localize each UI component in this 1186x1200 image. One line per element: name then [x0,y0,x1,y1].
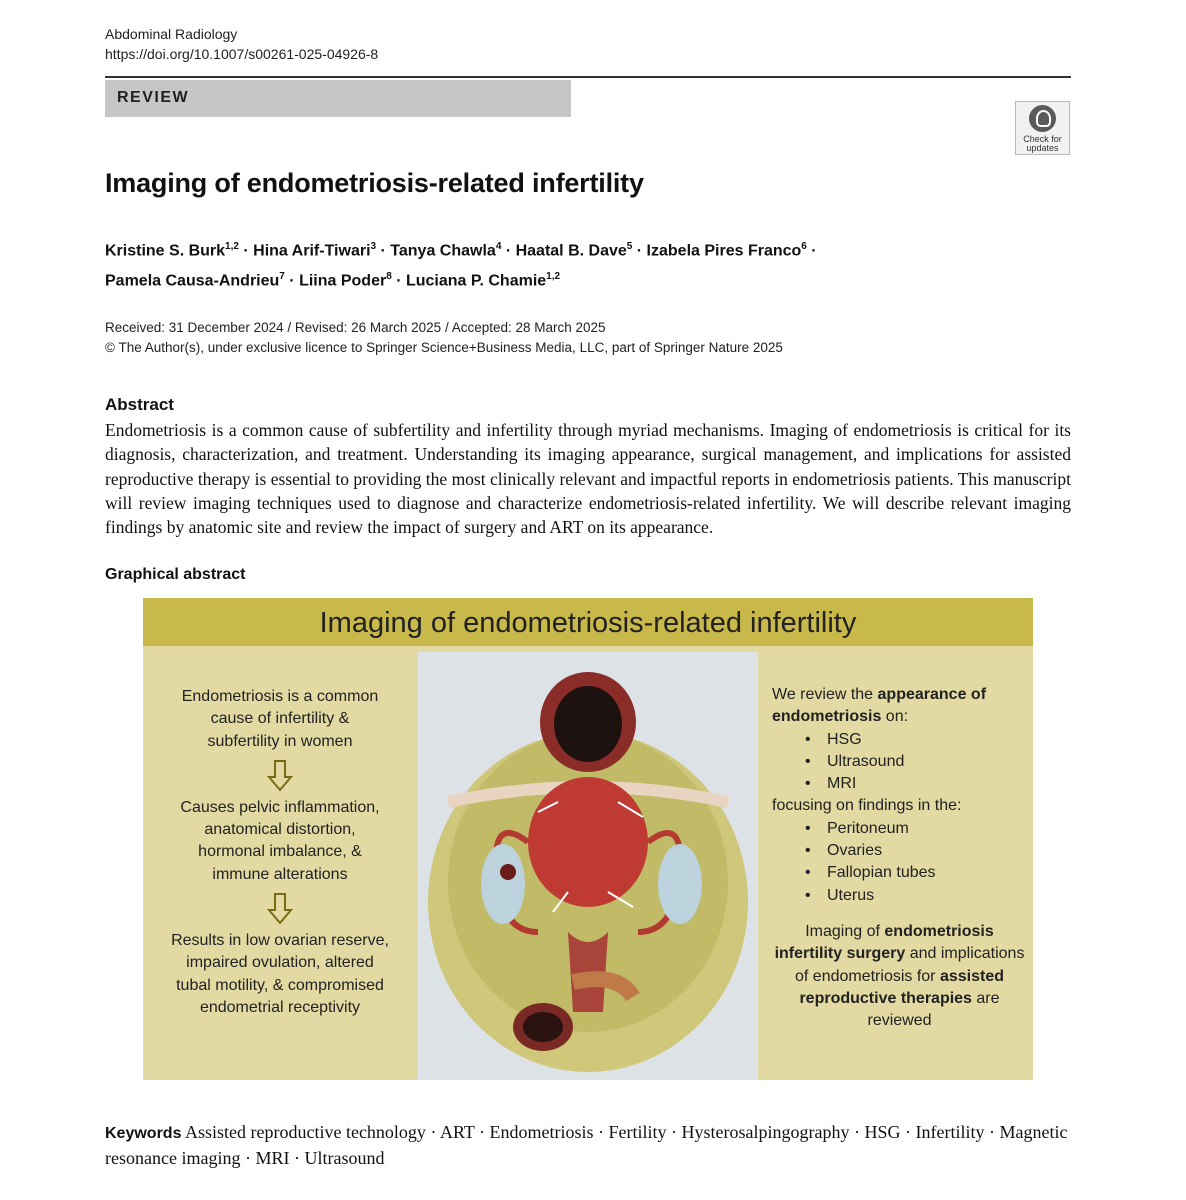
check-updates-text-2: updates [1026,143,1059,153]
doi-link[interactable]: https://doi.org/10.1007/s00261-025-04926-8 [105,46,379,62]
journal-header [105,24,378,64]
list-item: • HSG [772,729,1027,751]
text-span: Imaging of [805,922,885,940]
keyword: HSG [864,1122,901,1142]
keyword: ART [439,1122,475,1142]
author-affiliation: 7 [279,271,285,283]
header-rule [105,76,1071,78]
graphical-abstract-title-bar [143,598,1033,646]
abstract-text: Endometriosis is a common cause of subfertility and infertility through myriad mechanisms. Imaging of endometriosis is critical for its diagnosis, characterization, and treatment. Understanding its imaging appearance, surgical management, and implications for assisted reproductive therapy is essential to providing the most clinically relevant and impactful reports in endometriosis patients. This manuscript will review imaging techniques used to diagnose and characterize endometriosis-related infertility. We will describe relevant imaging findings by anatomic site and review the impact of surgery and ART on its appearance. [105,420,1071,538]
author-line-2: Pamela Causa-Andrieu$^7$ · Liina Poder$^8$ · Luciana P. Chamie$^{1,2}$ [105,271,561,290]
history-dates: Received: 31 December 2024 / Revised: 26 March 2025 / Accepted: 28 March 2025 [105,320,606,335]
section-label: REVIEW [117,89,190,106]
check-updates-text-1: Check for [1023,134,1062,144]
keywords: Keywords Assisted reproductive technology · ART · Endometriosis · Fertility · Hysterosalpingography · HSG · Infertility · Magnetic resonance imaging · MRI · Ultrasound [105,1122,1068,1168]
site-list [772,818,1027,907]
article-title: Imaging of endometriosis-related infertility [105,168,644,198]
text-span: on: [881,708,909,726]
author-name[interactable]: Luciana P. Chamie [405,272,547,290]
text-line: Causes pelvic inflammation, [180,798,380,816]
author-name[interactable]: Tanya Chawla [390,242,496,260]
keyword: MRI [255,1148,290,1168]
list-item: • Ultrasound [772,751,1027,773]
article-dates [105,318,783,358]
keyword: Fertility [608,1122,667,1142]
text-line: Results in low ovarian reserve, [171,932,389,950]
text-line: impaired ovulation, altered [186,954,374,972]
check-for-updates-button[interactable] [1015,101,1070,155]
text-line: immune alterations [212,865,348,883]
list-item: • Ovaries [772,840,1027,862]
author-name[interactable]: Pamela Causa-Andrieu [105,272,280,290]
text-span: We review the [772,686,878,703]
author-affiliation: 3 [370,241,377,252]
text-span-bold: endometriosis infertility surgery [774,922,994,963]
text-line: endometrial receptivity [199,998,361,1016]
list-item: • MRI [772,773,1027,795]
keyword: Endometriosis [489,1122,594,1142]
copyright: © The Author(s), under exclusive licence to Springer Science+Business Media, LLC, part of Springer Nature 2025 [105,340,783,355]
author-name[interactable]: Liina Poder [299,272,387,290]
text-span-bold: assisted reproductive therapies [799,967,1004,1007]
text-span: and implications of endometriosis for [795,945,1025,985]
modality-list [772,729,1027,796]
review-scope-column [772,684,1027,1032]
text-span-bold: appearance of endometriosis [772,686,987,726]
author-name[interactable]: Haatal B. Dave [515,242,627,260]
graphical-abstract-title: Imaging of endometriosis-related infertility [319,607,857,639]
check-updates-icon [1029,105,1056,132]
graphical-abstract-heading: Graphical abstract [105,566,246,583]
author-name[interactable]: Izabela Pires Franco [646,242,802,260]
text-span: are reviewed [867,989,1000,1030]
text-line: hormonal imbalance, & [198,843,362,861]
text-line: Endometriosis is a common [181,688,379,705]
journal-name: Abdominal Radiology [105,26,238,42]
down-arrow-icon [267,893,293,925]
mechanism-box-3 [155,930,405,1019]
section-bar [105,80,571,117]
pelvic-anatomy-illustration [418,652,758,1080]
text-line: tubal motility, & compromised [176,976,384,994]
list-item: • Uterus [772,885,1027,907]
closing-statement [772,921,1027,1032]
keyword: Hysterosalpingography [681,1122,850,1142]
text-line: subfertility in women [207,732,353,750]
author-affiliation: 8 [386,271,392,283]
author-affiliation: 6 [801,241,807,252]
author-name[interactable]: Hina Arif-Tiwari [253,242,371,260]
review-intro [772,684,1027,729]
author-line-1: Kristine S. Burk$^{1,2}$ · Hina Arif-Tiwari$^3$ · Tanya Chawla$^4$ · Haatal B. Dave$^5$ · Izabela Pires Franco$^6$ · [105,241,817,260]
keyword: Infertility [915,1122,985,1142]
mechanism-column [155,686,405,1019]
text-line: anatomical distortion, [204,821,356,839]
keyword: Assisted reproductive technology [184,1122,426,1142]
graphical-abstract [143,598,1033,1080]
author-name[interactable]: Kristine S. Burk [105,242,226,260]
author-affiliation: 5 [626,241,633,252]
focus-label: focusing on findings in the: [772,797,962,815]
down-arrow-icon [267,760,293,792]
keyword: Magnetic resonance imaging [105,1122,1068,1168]
text-line: cause of infertility & [210,710,350,728]
keywords-label: Keywords [105,1125,182,1142]
author-affiliation: 1,2 [225,241,239,252]
list-item: • Fallopian tubes [772,862,1027,884]
keyword: Ultrasound [304,1148,385,1168]
mechanism-box-1 [155,686,405,753]
mechanism-box-2 [155,797,405,886]
author-affiliation: 1,2 [546,271,561,283]
list-item: • Peritoneum [772,818,1027,840]
abstract-heading: Abstract [105,395,174,414]
author-list [105,234,817,295]
author-affiliation: 4 [495,241,502,252]
